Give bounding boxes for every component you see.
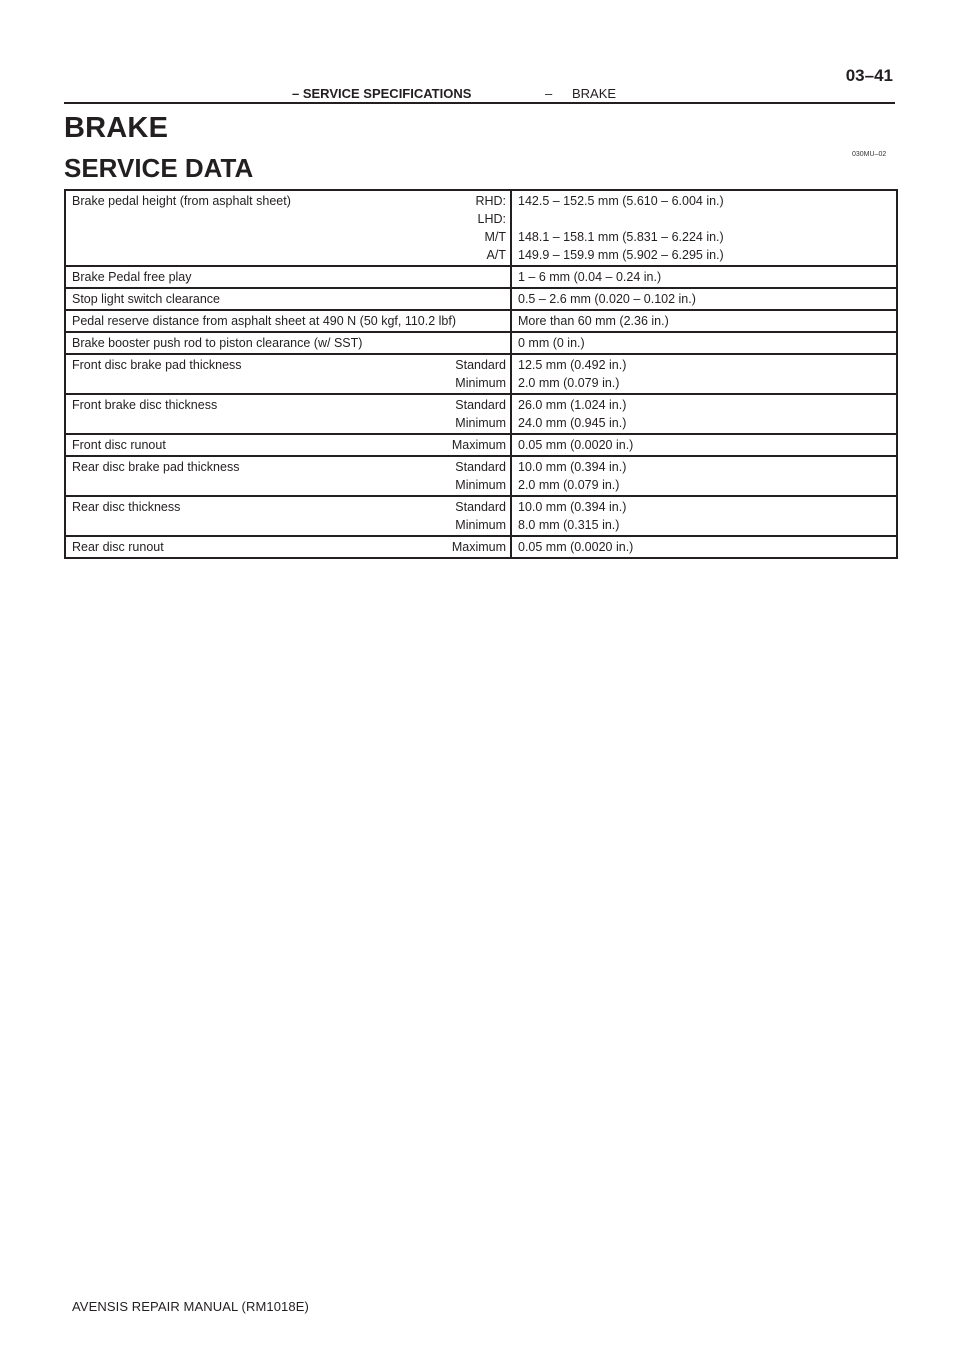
spec-item-wrapper [72, 334, 506, 352]
spec-value-cell [511, 394, 897, 434]
spec-value-cell [511, 310, 897, 332]
spec-item-wrapper [72, 436, 506, 454]
spec-value-cell [511, 496, 897, 536]
spec-condition: Minimum [455, 478, 506, 492]
spec-value: 26.0 mm (1.024 in.) [518, 398, 627, 412]
spec-condition: Standard [455, 460, 506, 474]
spec-condition: M/T [484, 230, 506, 244]
spec-item-cell [65, 394, 511, 434]
spec-item-cell [65, 434, 511, 456]
spec-condition: Standard [455, 358, 506, 372]
table-row [65, 332, 897, 354]
spec-value: 142.5 – 152.5 mm (5.610 – 6.004 in.) [518, 194, 724, 208]
table-row [65, 456, 897, 496]
spec-item-label: Rear disc brake pad thickness [72, 460, 240, 474]
service-data-table [64, 189, 898, 559]
spec-value: 10.0 mm (0.394 in.) [518, 460, 627, 474]
spec-value-cell [511, 354, 897, 394]
spec-value: 2.0 mm (0.079 in.) [518, 376, 620, 390]
spec-condition: Minimum [455, 518, 506, 532]
spec-value-cell [511, 434, 897, 456]
spec-item-label: Rear disc runout [72, 540, 164, 554]
spec-item-cell [65, 310, 511, 332]
spec-value: 1 – 6 mm (0.04 – 0.24 in.) [518, 270, 662, 284]
spec-item-cell [65, 456, 511, 496]
spec-value-cell [511, 266, 897, 288]
spec-item-cell [65, 332, 511, 354]
spec-value-cell [511, 288, 897, 310]
table-row [65, 394, 897, 434]
spec-value: 0.05 mm (0.0020 in.) [518, 438, 634, 452]
spec-value: 24.0 mm (0.945 in.) [518, 416, 627, 430]
header-topic: BRAKE [572, 86, 617, 101]
spec-condition: Maximum [451, 540, 506, 554]
spec-conditions [475, 192, 506, 264]
spec-item-wrapper [72, 538, 506, 556]
spec-condition: LHD: [477, 212, 506, 226]
section-subtitle: SERVICE DATA [64, 153, 254, 183]
spec-item-wrapper [72, 458, 506, 494]
document-code: 030MU–02 [852, 151, 887, 158]
spec-item-label: Pedal reserve distance from asphalt sheet at 490 N (50 kgf, 110.2 lbf) [72, 314, 457, 328]
spec-conditions [452, 538, 506, 556]
spec-value: 8.0 mm (0.315 in.) [518, 518, 620, 532]
service-data-table-body [65, 190, 897, 558]
spec-item-cell [65, 496, 511, 536]
spec-condition: Standard [455, 500, 506, 514]
spec-item-cell [65, 354, 511, 394]
spec-item-wrapper [72, 312, 506, 330]
spec-item-cell [65, 190, 511, 266]
spec-value [518, 210, 892, 228]
spec-item-label: Front disc brake pad thickness [72, 358, 242, 372]
page-title: BRAKE [64, 112, 169, 144]
spec-condition: Minimum [455, 416, 506, 430]
spec-item-wrapper [72, 290, 506, 308]
spec-item-wrapper [72, 396, 506, 432]
page-header [64, 66, 895, 104]
spec-item-cell [65, 536, 511, 558]
spec-item-label: Front brake disc thickness [72, 398, 218, 412]
spec-condition: RHD: [475, 194, 506, 208]
spec-condition: A/T [486, 248, 506, 262]
spec-item-label: Front disc runout [72, 438, 166, 452]
spec-item-cell [65, 288, 511, 310]
table-row [65, 288, 897, 310]
spec-value-cell [511, 536, 897, 558]
spec-conditions [452, 436, 506, 454]
spec-value: More than 60 mm (2.36 in.) [518, 314, 669, 328]
spec-conditions [455, 356, 506, 392]
spec-item-wrapper [72, 268, 506, 286]
table-row [65, 266, 897, 288]
page-number: 03–41 [845, 66, 893, 85]
spec-condition: Minimum [455, 376, 506, 390]
spec-value: 0.5 – 2.6 mm (0.020 – 0.102 in.) [518, 292, 696, 306]
table-row [65, 190, 897, 266]
spec-value: 2.0 mm (0.079 in.) [518, 478, 620, 492]
spec-item-wrapper [72, 498, 506, 534]
table-row [65, 434, 897, 456]
spec-value-cell [511, 456, 897, 496]
spec-item-label: Brake pedal height (from asphalt sheet) [72, 194, 291, 208]
spec-value: 12.5 mm (0.492 in.) [518, 358, 627, 372]
spec-item-label: Brake Pedal free play [72, 270, 192, 284]
spec-value: 0.05 mm (0.0020 in.) [518, 540, 634, 554]
spec-item-wrapper [72, 192, 506, 264]
spec-value: 148.1 – 158.1 mm (5.831 – 6.224 in.) [518, 230, 724, 244]
spec-item-label: Brake booster push rod to piston clearance (w/ SST) [72, 336, 363, 350]
spec-condition: Standard [455, 398, 506, 412]
spec-value-cell [511, 332, 897, 354]
table-row [65, 354, 897, 394]
spec-item-label: Rear disc thickness [72, 500, 181, 514]
page-footer: AVENSIS REPAIR MANUAL (RM1018E) [72, 1299, 309, 1314]
table-row [65, 310, 897, 332]
table-row [65, 496, 897, 536]
spec-value: 10.0 mm (0.394 in.) [518, 500, 627, 514]
spec-item-wrapper [72, 356, 506, 392]
spec-conditions [455, 498, 506, 534]
spec-conditions [455, 458, 506, 494]
spec-value: 149.9 – 159.9 mm (5.902 – 6.295 in.) [518, 248, 724, 262]
header-section: – SERVICE SPECIFICATIONS [292, 86, 472, 101]
header-separator: – [545, 86, 553, 101]
spec-value: 0 mm (0 in.) [518, 336, 585, 350]
table-row [65, 536, 897, 558]
spec-item-cell [65, 266, 511, 288]
spec-condition: Maximum [451, 438, 506, 452]
spec-conditions [455, 396, 506, 432]
spec-value-cell [511, 190, 897, 266]
spec-item-label: Stop light switch clearance [72, 292, 220, 306]
